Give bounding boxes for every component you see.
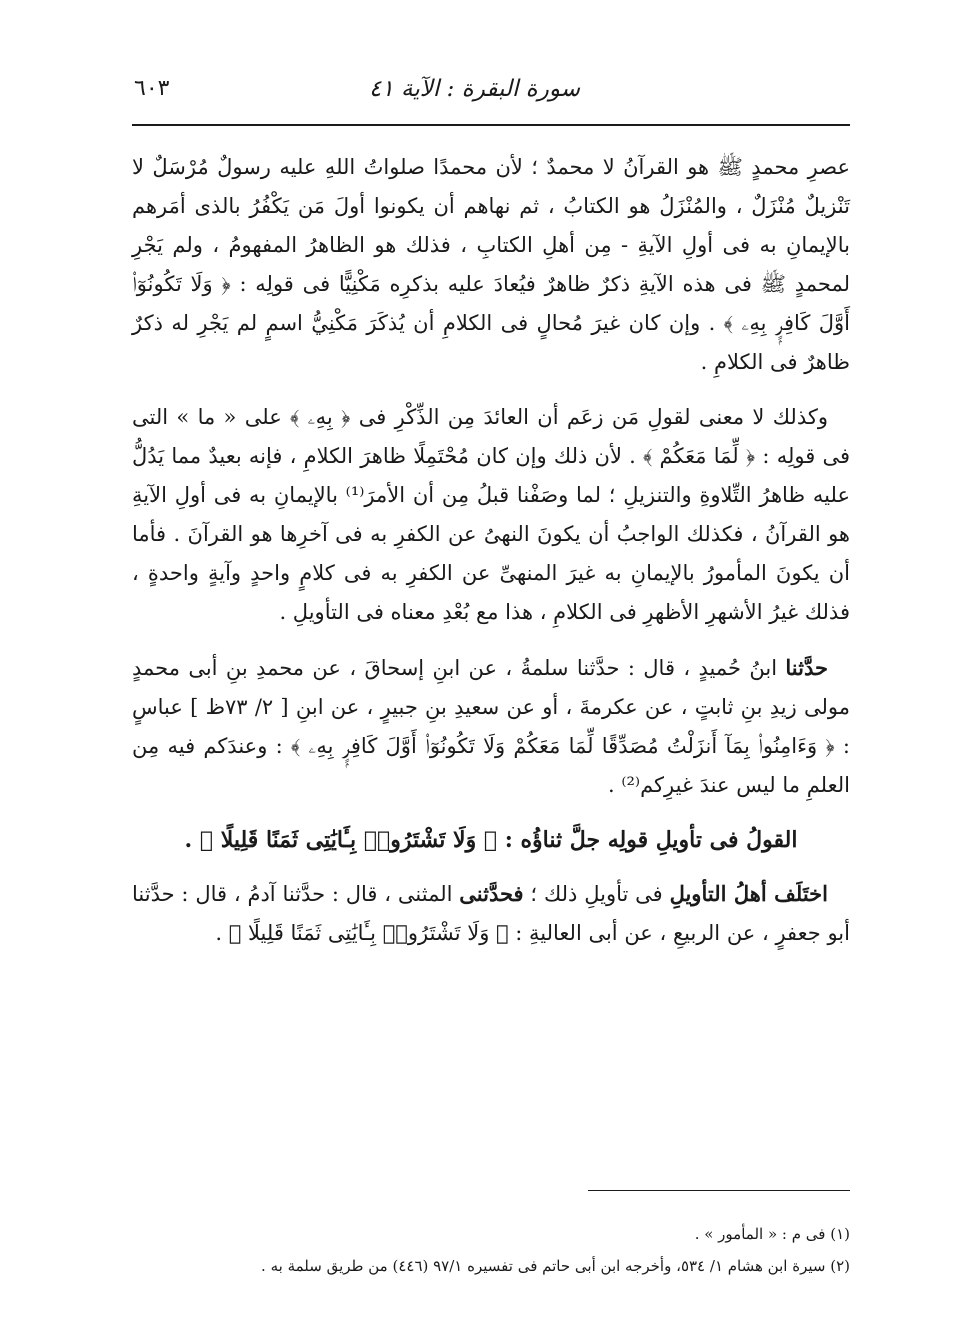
hadith2-mid: فى تأويلِ ذلك ؛	[523, 882, 670, 906]
header-title: سورة البقرة : الآية ٤١	[369, 76, 580, 102]
hadith-lead: حدَّثنا	[785, 655, 828, 680]
page-number: ٦٠٣	[134, 76, 170, 101]
footnote-rule	[588, 1190, 850, 1191]
footnote-1: (١) فى م : « المأمور » .	[694, 1225, 850, 1243]
main-text	[132, 148, 850, 969]
running-header	[132, 72, 850, 116]
footnotes	[132, 1218, 850, 1282]
header-rule	[132, 124, 850, 126]
hadith2-text: المثنى ، قال : حدَّثنا آدمُ ، قال : حدَّثنا أبو جعفرٍ ، عن الربيعِ ، عن أبى العاليةِ : ﴿ وَلَا تَشْتَرُوا۟ بِـَٔايَٰتِى ثَمَنًا قَلِيلًا ﴾ .	[132, 882, 850, 945]
paragraph-2: وكذلك لا معنى لقولِ مَن زعَم أن العائدَ مِن الذِّكْرِ فى ﴿ بِهِۦ ﴾ على « ما » التى فى قولِه : ﴿ لِّمَا مَعَكُمْ ﴾ . لأن ذلك وإن كان مُحْتَمِلًا ظاهرَ الكلامِ ، فإنه بعيدٌ مما يَدُلُّ عليه ظاهرُ التِّلاوةِ والتنزيلِ ؛ لما وصَفْنا قبلُ مِن أن الأمرَ⁽¹⁾ بالإيمانِ به فى أولِ الآيةِ هو القرآنُ ، فكذلك الواجبُ أن يكونَ النهىُ عن الكفرِ به فى آخرِها هو القرآنَ . فأما أن يكونَ المأمورُ بالإيمانِ به غيرَ المنهىِّ عن الكفرِ به فى كلامٍ واحدٍ وآيةٍ واحدةٍ ، فذلك غيرُ الأشهرِ الأظهرِ فى الكلامِ ، هذا مع بُعْدِ معناه فى التأويلِ .	[132, 405, 850, 624]
hadith2-lead: اختَلَف أهلُ التأويلِ	[669, 881, 829, 906]
hadith2-lead2: فحدَّثنى	[459, 881, 524, 906]
hadith-text: ابنُ حُميدٍ ، قال : حدَّثنا سلمةُ ، عن ابنِ إسحاقَ ، عن محمدِ بنِ أبى محمدٍ مولى زيدِ بنِ ثابتٍ ، عن عكرمةَ ، أو عن سعيدِ بنِ جبيرٍ ، عن ابنِ [ ٢/ ٧٣ظ ] عباسٍ : ﴿ وَءَامِنُوا۟ بِمَآ أَنزَلْتُ مُصَدِّقًا لِّمَا مَعَكُمْ وَلَا تَكُونُوٓا۟ أَوَّلَ كَافِرٍۭ بِهِۦ ﴾ : وعندَكم فيه مِن العلمِ ما ليس عندَ غيرِكم⁽²⁾ .	[132, 656, 850, 797]
paragraph-1: عصرِ محمدٍ ﷺ هو القرآنُ لا محمدٌ ؛ لأن محمدًا صلواتُ اللهِ عليه رسولٌ مُرْسَلٌ لا تَنْزيلٌ مُنْزَلٌ ، والمُنْزَلُ هو الكتابُ ، ثم نهاهم أن يكونوا أولَ مَن يَكْفُرُ بالذى أمَرهم بالإيمانِ به فى أولِ الآيةِ - مِن أهلِ الكتابِ ، فذلك هو الظاهرُ المفهومُ ، ولم يَجْرِ لمحمدٍ ﷺ فى هذه الآيةِ ذكرٌ ظاهرٌ فيُعادَ عليه بذكرِه مَكْنِيًّا فى قولِه : ﴿ وَلَا تَكُونُوٓا۟ أَوَّلَ كَافِرٍۭ بِهِۦ ﴾ . وإن كان غيرَ مُحالٍ فى الكلامِ أن يُذكَرَ مَكْنِيُّ اسمٍ لم يَجْرِ له ذكرٌ ظاهرٌ فى الكلامِ .	[132, 155, 850, 374]
section-heading: القولُ فى تأويلِ قولِه جلَّ ثناؤُه : ﴿ وَلَا تَشْتَرُوا۟ بِـَٔايَٰتِى ثَمَنًا قَلِيلًا ﴾ .	[184, 827, 798, 853]
hadith-paragraph-1	[132, 648, 850, 805]
footnote-2: (٢) سيرة ابن هشام ١/ ٥٣٤، وأخرجه ابن أبى حاتم فى تفسيره ٩٧/١ (٤٤٦) من طريق سلمة به .	[261, 1257, 850, 1275]
hadith-paragraph-2	[132, 874, 850, 953]
